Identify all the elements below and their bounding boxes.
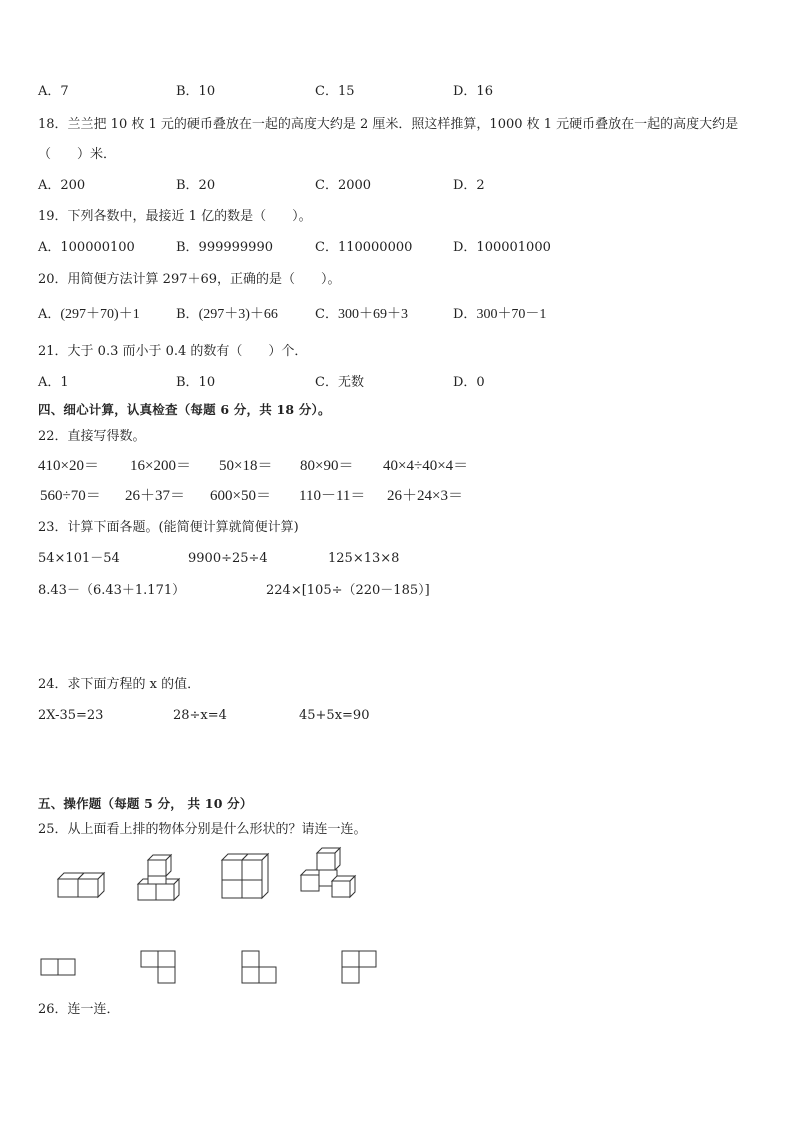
- q20-option-a-expr: (297＋70)＋1: [60, 307, 140, 322]
- q19-option-b: B．999999990: [176, 240, 273, 255]
- q22-item: 16×200＝: [130, 458, 191, 474]
- q19-option-a: A．100000100: [38, 240, 135, 255]
- q22-item: 560÷70＝: [40, 488, 101, 504]
- q26-question: 26．连一连．: [38, 1002, 120, 1017]
- q21-option-d: D．0: [453, 375, 485, 390]
- q17-option-b: B．10: [176, 84, 216, 99]
- cube-figure-2: [136, 852, 188, 904]
- q23-item: 9900÷25÷4: [188, 551, 268, 566]
- q20-option-b-letter: B．: [176, 307, 199, 322]
- q20-option-c-expr: 300＋69＋3: [337, 307, 408, 322]
- q20-option-a-letter: A．: [38, 307, 61, 322]
- q20-option-d-letter: D．: [453, 307, 477, 322]
- q22-item: 410×20＝: [38, 458, 99, 474]
- cube-figure-4: [299, 846, 359, 902]
- q18-option-d: D．2: [453, 178, 485, 193]
- q20-option-d: [453, 307, 546, 323]
- q24-question: 24．求下面方程的 x 的值．: [38, 677, 201, 692]
- q23-item: 125×13×8: [328, 551, 400, 566]
- cube-figure-1: [56, 862, 106, 902]
- q20-option-c-letter: C．: [315, 307, 338, 322]
- q25-question: 25．从上面看上排的物体分别是什么形状的？请连一连。: [38, 822, 367, 837]
- q20-option-a: [38, 307, 140, 323]
- top-view-4: [341, 950, 377, 986]
- q19-option-c: C．110000000: [315, 240, 413, 255]
- q22-item: 80×90＝: [300, 458, 354, 474]
- top-view-1: [40, 958, 76, 978]
- q23-question: 23．计算下面各题。(能简便计算就简便计算): [38, 520, 299, 535]
- q23-item: 54×101－54: [38, 551, 120, 566]
- cube-figure-3: [220, 852, 270, 902]
- section-5-title: 五、操作题（每题 5 分， 共 10 分）: [38, 796, 253, 811]
- q18-question-cont: （ ）米．: [38, 147, 117, 162]
- q22-item: 26＋24×3＝: [387, 488, 463, 504]
- q22-item: 600×50＝: [210, 488, 271, 504]
- q18-option-a: A．200: [38, 178, 86, 193]
- top-view-3: [241, 950, 277, 986]
- q17-option-d: D．16: [453, 84, 493, 99]
- q23-item: 224×[105÷（220－185）]: [266, 583, 430, 598]
- q22-item: 26＋37＝: [125, 488, 186, 504]
- q17-option-a: A．7: [38, 84, 69, 99]
- q17-option-c: C．15: [315, 84, 355, 99]
- q19-option-d: D．100001000: [453, 240, 551, 255]
- q24-item: 45+5x=90: [299, 708, 370, 723]
- section-4-title: 四、细心计算，认真检查（每题 6 分，共 18 分）。: [38, 402, 331, 417]
- q21-option-b: B．10: [176, 375, 216, 390]
- q22-question: 22．直接写得数。: [38, 429, 146, 444]
- q20-question: 20．用简便方法计算 297＋69，正确的是（ ）。: [38, 272, 341, 287]
- q22-item: 40×4÷40×4＝: [383, 458, 469, 474]
- top-view-2: [140, 950, 176, 986]
- q24-item: 28÷x=4: [173, 708, 227, 723]
- q24-item: 2X-35=23: [38, 708, 104, 723]
- q20-option-d-expr: 300＋70－1: [476, 307, 547, 322]
- q18-question: 18．兰兰把 10 枚 1 元的硬币叠放在一起的高度大约是 2 厘米．照这样推算，1000 枚 1 元硬币叠放在一起的高度大约是: [38, 117, 739, 132]
- q19-question: 19．下列各数中，最接近 1 亿的数是（ ）。: [38, 209, 312, 224]
- q21-question: 21．大于 0.3 而小于 0.4 的数有（ ）个．: [38, 344, 308, 359]
- q18-option-b: B．20: [176, 178, 216, 193]
- q20-option-b-expr: (297＋3)＋66: [198, 307, 278, 322]
- q23-item: 8.43－（6.43＋1.171）: [38, 583, 186, 598]
- q18-option-c: C．2000: [315, 178, 372, 193]
- q20-option-c: [315, 307, 408, 323]
- q22-item: 50×18＝: [219, 458, 273, 474]
- q21-option-c: C．无数: [315, 375, 364, 390]
- q22-item: 110－11＝: [299, 488, 366, 504]
- q20-option-b: [176, 307, 278, 323]
- q21-option-a: A．1: [38, 375, 69, 390]
